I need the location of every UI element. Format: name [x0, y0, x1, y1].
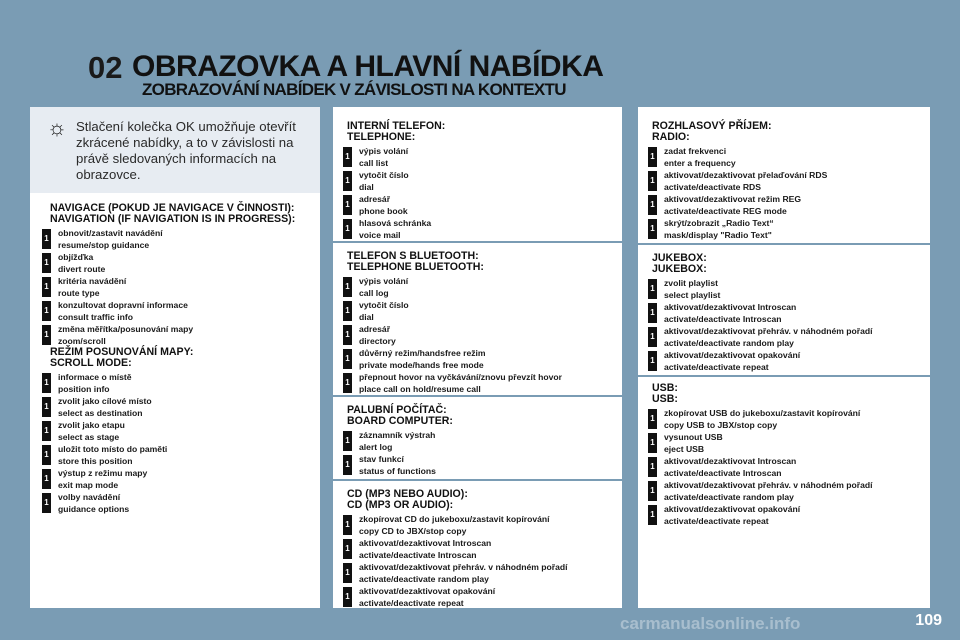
item-czech: zadat frekvenci: [664, 146, 727, 156]
list-item: [343, 371, 613, 395]
list-item: [42, 419, 312, 443]
item-english: activate/deactivate Introscan: [359, 550, 477, 560]
item-english: consult traffic info: [58, 312, 133, 322]
item-czech: aktivovat/dezaktivovat přehráv. v náhodném pořadí: [359, 562, 568, 572]
bluetooth-heading: TELEFON S BLUETOOTH: TELEPHONE BLUETOOTH:: [347, 250, 484, 273]
usb-heading: USB: USB:: [652, 382, 678, 405]
bullet-marker: 1: [648, 351, 657, 371]
scroll-mode-heading: REŽIM POSUNOVÁNÍ MAPY: SCROLL MODE:: [50, 346, 194, 369]
list-item: [42, 227, 312, 251]
item-english: phone book: [359, 206, 408, 216]
jukebox-heading: JUKEBOX: JUKEBOX:: [652, 252, 707, 275]
bullet-marker: 1: [42, 445, 51, 465]
bullet-marker: 1: [42, 469, 51, 489]
item-czech: změna měřítka/posunování mapy: [58, 324, 194, 334]
list-item: [343, 193, 613, 217]
bullet-marker: 1: [42, 229, 51, 249]
item-czech: zkopírovat CD do jukeboxu/zastavit kopírování: [359, 514, 550, 524]
item-czech: důvěrný režim/handsfree režim: [359, 348, 486, 358]
chapter-header: [80, 50, 940, 100]
item-czech: záznamník výstrah: [359, 430, 436, 440]
item-czech: konzultovat dopravní informace: [58, 300, 188, 310]
divider: [333, 479, 622, 481]
item-english: copy USB to JBX/stop copy: [664, 420, 778, 430]
list-item: [343, 585, 613, 609]
item-czech: aktivovat/dezaktivovat Introscan: [664, 456, 797, 466]
item-czech: zvolit jako cílové místo: [58, 396, 152, 406]
bullet-marker: 1: [42, 493, 51, 513]
item-czech: volby navádění: [58, 492, 121, 502]
list-item: [343, 145, 613, 169]
item-english: activate/deactivate RDS: [664, 182, 761, 192]
bullet-marker: 1: [42, 301, 51, 321]
board-computer-list: [343, 429, 613, 477]
item-english: call list: [359, 158, 389, 168]
list-item: [648, 277, 924, 301]
bullet-marker: 1: [343, 563, 352, 583]
cd-heading: CD (MP3 NEBO AUDIO): CD (MP3 OR AUDIO):: [347, 488, 468, 511]
telephone-list: [343, 145, 613, 241]
item-english: resume/stop guidance: [58, 240, 150, 250]
item-english: select playlist: [664, 290, 721, 300]
item-czech: aktivovat/dezaktivovat přehráv. v náhodném pořadí: [664, 480, 873, 490]
item-czech: aktivovat/dezaktivovat opakování: [359, 586, 496, 596]
item-english: position info: [58, 384, 110, 394]
item-czech: vytočit číslo: [359, 300, 409, 310]
item-english: activate/deactivate REG mode: [664, 206, 787, 216]
list-item: [42, 395, 312, 419]
item-czech: aktivovat/dezaktivovat režim REG: [664, 194, 802, 204]
list-item: [343, 561, 613, 585]
bullet-marker: 1: [343, 587, 352, 607]
item-english: mask/display "Radio Text": [664, 230, 772, 240]
item-czech: adresář: [359, 194, 391, 204]
list-item: [648, 193, 924, 217]
bullet-marker: 1: [42, 373, 51, 393]
item-czech: skrýt/zobrazit „Radio Text“: [664, 218, 774, 228]
item-czech: informace o místě: [58, 372, 132, 382]
item-czech: stav funkcí: [359, 454, 404, 464]
bullet-marker: 1: [648, 219, 657, 239]
item-czech: aktivovat/dezaktivovat přehráv. v náhodném pořadí: [664, 326, 873, 336]
page-number: 109: [915, 612, 942, 629]
bullet-marker: 1: [343, 455, 352, 475]
item-czech: přepnout hovor na vyčkávání/znovu převzít hovor: [359, 372, 562, 382]
divider: [638, 243, 930, 245]
item-czech: výstup z režimu mapy: [58, 468, 148, 478]
right-panel: [638, 107, 930, 608]
item-czech: aktivovat/dezaktivovat Introscan: [664, 302, 797, 312]
divider: [333, 241, 622, 243]
bullet-marker: 1: [343, 171, 352, 191]
bullet-marker: 1: [343, 431, 352, 451]
item-english: guidance options: [58, 504, 130, 514]
cd-list: [343, 513, 613, 609]
bullet-marker: 1: [648, 409, 657, 429]
list-item: [648, 217, 924, 241]
list-item: [42, 371, 312, 395]
item-english: enter a frequency: [664, 158, 736, 168]
divider: [333, 395, 622, 397]
item-english: call log: [359, 288, 389, 298]
bullet-marker: 1: [343, 195, 352, 215]
item-english: activate/deactivate random play: [664, 338, 794, 348]
item-czech: vytočit číslo: [359, 170, 409, 180]
bullet-marker: 1: [648, 327, 657, 347]
item-czech: kritéria navádění: [58, 276, 127, 286]
list-item: [343, 513, 613, 537]
item-czech: zkopírovat USB do jukeboxu/zastavit kopírování: [664, 408, 861, 418]
item-english: private mode/hands free mode: [359, 360, 484, 370]
bullet-marker: 1: [648, 457, 657, 477]
bullet-marker: 1: [343, 277, 352, 297]
tip-box: [30, 107, 320, 193]
sun-icon: ☼: [46, 115, 68, 140]
item-czech: zvolit playlist: [664, 278, 718, 288]
item-czech: uložit toto místo do paměti: [58, 444, 168, 454]
list-item: [343, 429, 613, 453]
list-item: [648, 145, 924, 169]
item-english: activate/deactivate Introscan: [664, 314, 782, 324]
item-english: store this position: [58, 456, 133, 466]
item-english: alert log: [359, 442, 393, 452]
bullet-marker: 1: [343, 219, 352, 239]
list-item: [648, 407, 924, 431]
navigation-list: [42, 227, 312, 347]
item-czech: hlasová schránka: [359, 218, 432, 228]
list-item: [42, 467, 312, 491]
item-czech: obnovit/zastavit navádění: [58, 228, 163, 238]
item-english: route type: [58, 288, 100, 298]
list-item: [42, 323, 312, 347]
telephone-heading: INTERNÍ TELEFON: TELEPHONE:: [347, 120, 446, 143]
bullet-marker: 1: [343, 147, 352, 167]
scroll-mode-list: [42, 371, 312, 515]
item-english: zoom/scroll: [58, 336, 106, 346]
item-czech: aktivovat/dezaktivovat opakování: [664, 350, 801, 360]
item-english: exit map mode: [58, 480, 119, 490]
watermark: carmanualsonline.info: [620, 614, 801, 633]
item-czech: výpis volání: [359, 276, 409, 286]
item-english: activate/deactivate random play: [664, 492, 794, 502]
list-item: [648, 503, 924, 527]
item-czech: objížďka: [58, 252, 94, 262]
list-item: [648, 325, 924, 349]
list-item: [343, 453, 613, 477]
list-item: [648, 169, 924, 193]
item-english: activate/deactivate repeat: [664, 516, 769, 526]
bullet-marker: 1: [648, 481, 657, 501]
item-czech: výpis volání: [359, 146, 409, 156]
bullet-marker: 1: [648, 171, 657, 191]
item-english: dial: [359, 182, 374, 192]
board-computer-heading: PALUBNÍ POČÍTAČ: BOARD COMPUTER:: [347, 404, 453, 427]
list-item: [42, 443, 312, 467]
bullet-marker: 1: [648, 505, 657, 525]
item-english: activate/deactivate random play: [359, 574, 489, 584]
list-item: [42, 299, 312, 323]
bullet-marker: 1: [343, 373, 352, 393]
item-english: activate/deactivate repeat: [359, 598, 464, 608]
navigation-heading: NAVIGACE (POKUD JE NAVIGACE V ČINNOSTI): NAVIGATION (IF NAVIGATION IS IN PROGRESS):: [50, 202, 296, 225]
bullet-marker: 1: [648, 303, 657, 323]
item-english: select as destination: [58, 408, 143, 418]
item-english: activate/deactivate repeat: [664, 362, 769, 372]
item-english: select as stage: [58, 432, 120, 442]
list-item: [343, 217, 613, 241]
bluetooth-list: [343, 275, 613, 395]
middle-panel: [333, 107, 622, 608]
bullet-marker: 1: [343, 539, 352, 559]
bullet-marker: 1: [343, 325, 352, 345]
item-english: copy CD to JBX/stop copy: [359, 526, 467, 536]
radio-list: [648, 145, 924, 241]
divider: [638, 375, 930, 377]
item-english: place call on hold/resume call: [359, 384, 481, 394]
list-item: [343, 347, 613, 371]
list-item: [648, 479, 924, 503]
bullet-marker: 1: [42, 253, 51, 273]
tip-text: Stlačení kolečka OK umožňuje otevřít zkrácené nabídky, a to v závislosti na právě sledovaných informacích na obrazovce.: [76, 119, 296, 182]
list-item: [343, 169, 613, 193]
list-item: [648, 431, 924, 455]
chapter-subtitle: ZOBRAZOVÁNÍ NABÍDEK V ZÁVISLOSTI NA KONTEXTU: [142, 80, 566, 99]
item-czech: zvolit jako etapu: [58, 420, 125, 430]
bullet-marker: 1: [42, 397, 51, 417]
item-czech: adresář: [359, 324, 391, 334]
list-item: [648, 349, 924, 373]
bullet-marker: 1: [42, 277, 51, 297]
list-item: [42, 491, 312, 515]
item-english: eject USB: [664, 444, 705, 454]
bullet-marker: 1: [42, 325, 51, 345]
list-item: [343, 299, 613, 323]
list-item: [648, 455, 924, 479]
radio-heading: ROZHLASOVÝ PŘÍJEM: RADIO:: [652, 120, 772, 143]
bullet-marker: 1: [42, 421, 51, 441]
bullet-marker: 1: [648, 147, 657, 167]
item-czech: vysunout USB: [664, 432, 723, 442]
left-panel: [30, 107, 320, 608]
item-english: voice mail: [359, 230, 401, 240]
bullet-marker: 1: [648, 279, 657, 299]
list-item: [343, 323, 613, 347]
list-item: [343, 537, 613, 561]
item-czech: aktivovat/dezaktivovat Introscan: [359, 538, 492, 548]
item-english: directory: [359, 336, 396, 346]
item-czech: aktivovat/dezaktivovat přelaďování RDS: [664, 170, 828, 180]
bullet-marker: 1: [648, 195, 657, 215]
list-item: [42, 251, 312, 275]
item-english: divert route: [58, 264, 106, 274]
list-item: [343, 275, 613, 299]
item-english: activate/deactivate Introscan: [664, 468, 782, 478]
jukebox-list: [648, 277, 924, 373]
item-english: dial: [359, 312, 374, 322]
bullet-marker: 1: [648, 433, 657, 453]
bullet-marker: 1: [343, 301, 352, 321]
item-czech: aktivovat/dezaktivovat opakování: [664, 504, 801, 514]
item-english: status of functions: [359, 466, 436, 476]
chapter-title: OBRAZOVKA A HLAVNÍ NABÍDKA: [132, 50, 604, 83]
list-item: [42, 275, 312, 299]
bullet-marker: 1: [343, 349, 352, 369]
usb-list: [648, 407, 924, 527]
bullet-marker: 1: [343, 515, 352, 535]
chapter-number: 02: [88, 50, 123, 85]
list-item: [648, 301, 924, 325]
